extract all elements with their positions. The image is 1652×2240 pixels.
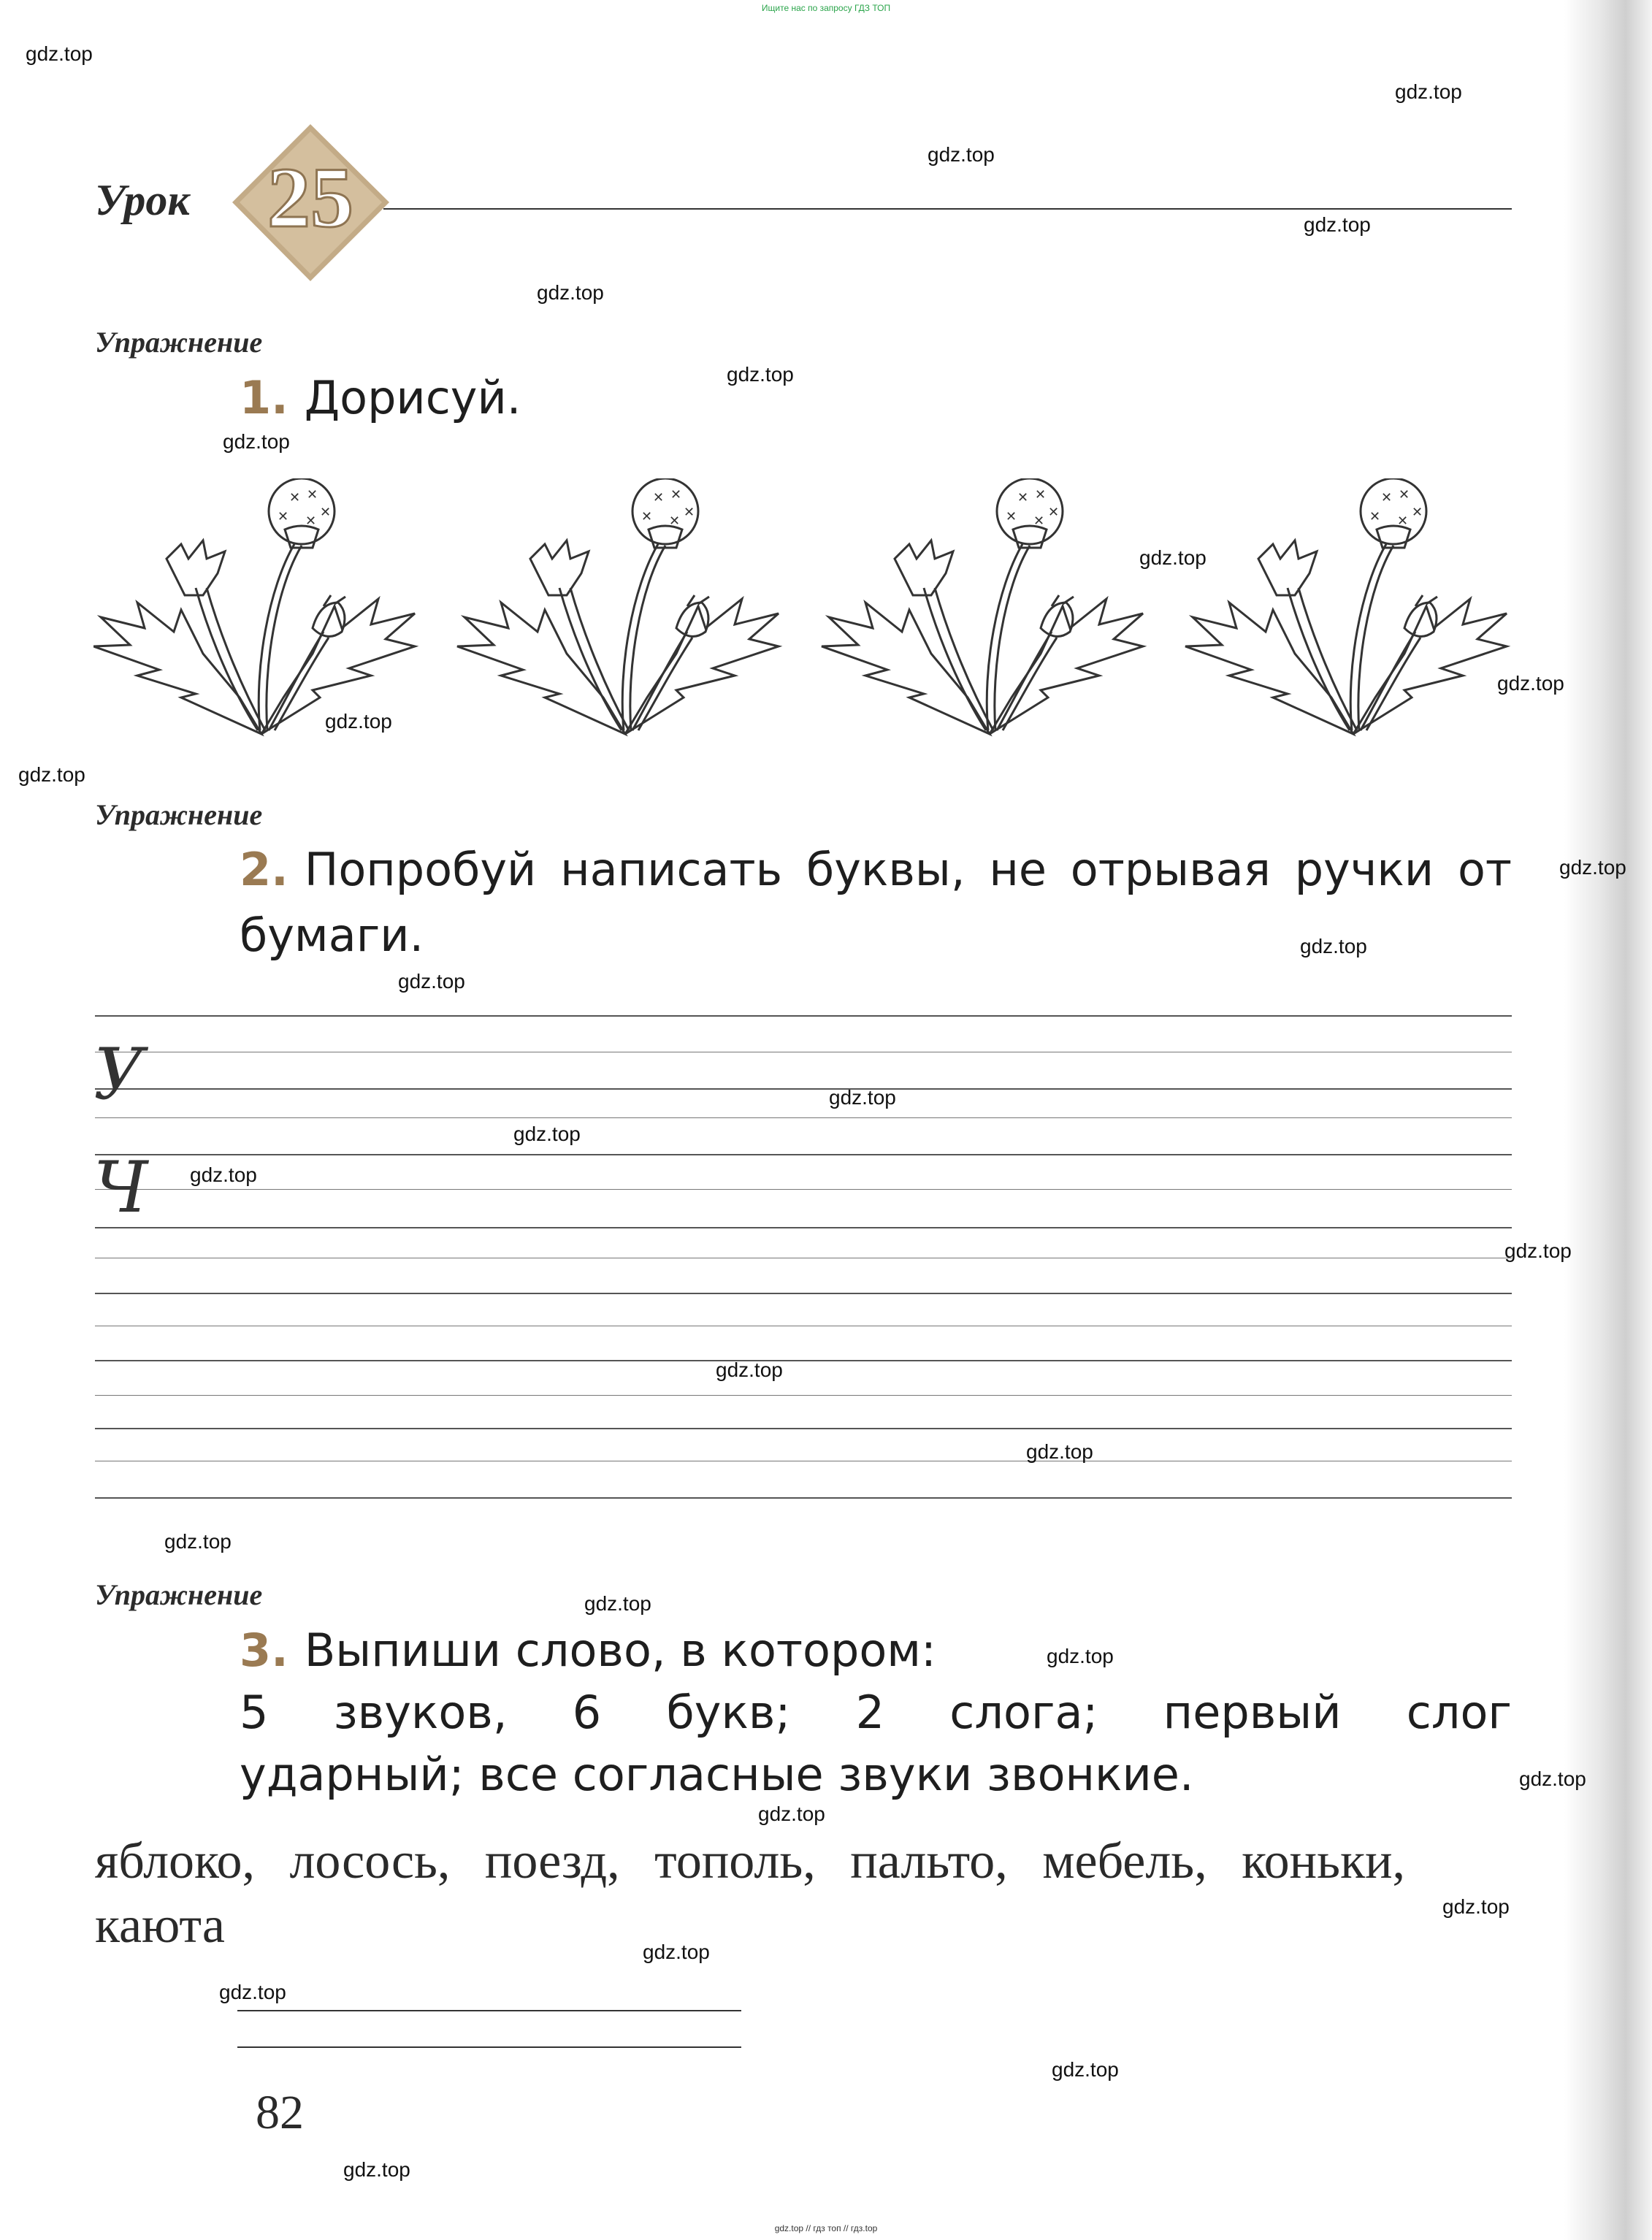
watermark: gdz.top	[727, 363, 794, 386]
bottom-notice: gdz.top // гдз топ // гдз.top	[774, 2223, 878, 2233]
writing-line	[95, 1497, 1512, 1499]
exercise-3-number: 3.	[240, 1624, 288, 1677]
cursive-letter-ch: Ч	[93, 1147, 148, 1228]
page-number: 82	[256, 2086, 304, 2139]
writing-line	[95, 1395, 1512, 1396]
writing-line	[95, 1117, 1512, 1118]
watermark: gdz.top	[18, 763, 85, 786]
lesson-number: 25	[267, 150, 353, 245]
watermark: gdz.top	[1047, 1645, 1114, 1667]
exercise-2-text: Попробуй написать буквы, не отрывая ручки от бумаги.	[240, 843, 1512, 962]
watermark: gdz.top	[1026, 1440, 1093, 1463]
exercise-1-title	[240, 365, 521, 431]
exercise-3-line-2: 5 звуков, 6 букв; 2 слога; первый слог	[240, 1686, 1512, 1739]
writing-line	[95, 1088, 1512, 1090]
watermark: gdz.top	[716, 1358, 783, 1381]
watermark: gdz.top	[219, 1981, 286, 2003]
writing-line	[95, 1015, 1512, 1017]
watermark: gdz.top	[537, 281, 604, 304]
top-notice: Ищите нас по запросу ГДЗ ТОП	[761, 3, 891, 13]
watermark: gdz.top	[1395, 80, 1462, 103]
writing-line	[95, 1189, 1512, 1190]
exercise-3-text-1: Выпиши слово, в котором:	[304, 1624, 936, 1677]
exercise-2-number: 2.	[240, 843, 288, 896]
writing-line	[95, 1428, 1512, 1429]
watermark: gdz.top	[325, 710, 392, 733]
watermark: gdz.top	[928, 143, 995, 166]
writing-line	[95, 1154, 1512, 1155]
watermark: gdz.top	[1559, 856, 1626, 879]
exercise-3-label: Упражнение	[95, 1578, 263, 1611]
watermark: gdz.top	[1139, 546, 1207, 569]
lesson-number-badge	[232, 124, 389, 281]
answer-line	[237, 2046, 741, 2048]
exercise-1-label: Упражнение	[95, 326, 263, 359]
lesson-header-rule	[383, 208, 1512, 210]
dandelion-drawings	[93, 478, 1525, 741]
watermark: gdz.top	[1304, 213, 1371, 236]
writing-line	[95, 1227, 1512, 1228]
watermark: gdz.top	[1300, 935, 1367, 957]
exercise-2-label: Упражнение	[95, 798, 263, 831]
watermark: gdz.top	[190, 1163, 257, 1186]
watermark: gdz.top	[164, 1530, 232, 1553]
watermark: gdz.top	[758, 1803, 825, 1825]
writing-line	[95, 1293, 1512, 1294]
watermark: gdz.top	[1052, 2058, 1119, 2081]
word-list: яблоко, лосось, поезд, тополь, пальто, мебель, коньки, каюта	[95, 1833, 1406, 1954]
lesson-label: Урок	[95, 176, 190, 224]
exercise-1-number: 1.	[240, 371, 288, 424]
watermark: gdz.top	[1442, 1895, 1510, 1918]
exercise-3-line-1	[240, 1618, 1512, 1683]
watermark: gdz.top	[829, 1086, 896, 1109]
watermark: gdz.top	[343, 2158, 410, 2181]
watermark: gdz.top	[1497, 672, 1564, 695]
exercise-3-line-3: ударный; все согласные звуки звонкие.	[240, 1748, 1194, 1801]
page-edge-shadow	[1564, 0, 1652, 2240]
writing-line	[95, 1360, 1512, 1361]
watermark: gdz.top	[1519, 1767, 1586, 1790]
cursive-letter-u: У	[93, 1033, 145, 1115]
exercise-1-text: Дорисуй.	[304, 371, 521, 424]
watermark: gdz.top	[26, 42, 93, 65]
answer-line	[237, 2010, 741, 2011]
watermark: gdz.top	[398, 970, 465, 993]
watermark: gdz.top	[643, 1941, 710, 1963]
watermark: gdz.top	[584, 1592, 651, 1615]
watermark: gdz.top	[513, 1123, 581, 1145]
watermark: gdz.top	[1504, 1239, 1572, 1262]
watermark: gdz.top	[223, 430, 290, 453]
